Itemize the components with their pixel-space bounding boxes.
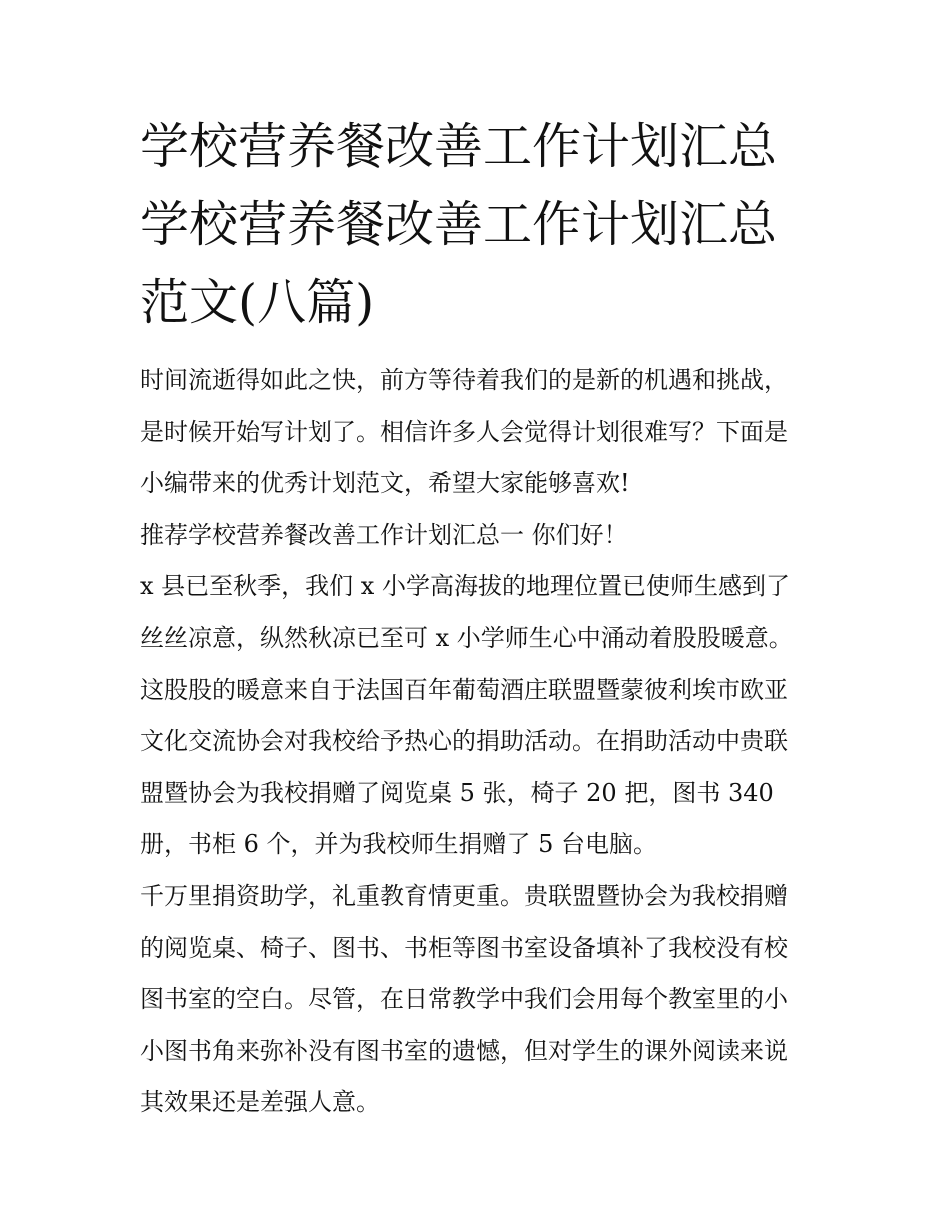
body-line: 文化交流协会对我校给予热心的捐助活动。在捐助活动中贵联 xyxy=(140,727,788,756)
title-line-2: 学校营养餐改善工作计划汇总 xyxy=(140,196,778,253)
title-line-3: 范文(八篇) xyxy=(140,274,375,331)
body-line: x 县已至秋季，我们 x 小学高海拔的地理位置已使师生感到了 xyxy=(140,572,790,601)
body-line: 小图书角来弥补没有图书室的遗憾，但对学生的课外阅读来说 xyxy=(140,1036,788,1065)
document-body xyxy=(140,355,830,1129)
body-line: 推荐学校营养餐改善工作计划汇总一 你们好！ xyxy=(140,520,628,549)
body-line: 这股股的暖意来自于法国百年葡萄酒庄联盟暨蒙彼利埃市欧亚 xyxy=(140,675,788,704)
body-line: 千万里捐资助学，礼重教育情更重。贵联盟暨协会为我校捐赠 xyxy=(140,881,788,910)
body-line: 图书室的空白。尽管，在日常教学中我们会用每个教室里的小 xyxy=(140,985,788,1014)
body-line: 时间流逝得如此之快，前方等待着我们的是新的机遇和挑战， xyxy=(140,366,788,394)
body-line: 册，书柜 6 个，并为我校师生捐赠了 5 台电脑。 xyxy=(140,830,658,859)
title-line-1: 学校营养餐改善工作计划汇总 xyxy=(140,118,778,175)
body-line: 盟暨协会为我校捐赠了阅览桌 5 张，椅子 20 把，图书 340 xyxy=(140,778,774,807)
body-line: 丝丝凉意，纵然秋凉已至可 x 小学师生心中涌动着股股暖意。 xyxy=(140,623,793,652)
body-line: 的阅览桌、椅子、图书、书柜等图书室设备填补了我校没有校 xyxy=(140,933,788,962)
document-title xyxy=(140,108,830,342)
body-line: 是时候开始写计划了。相信许多人会觉得计划很难写？下面是 xyxy=(140,417,788,446)
body-line: 其效果还是差强人意。 xyxy=(140,1088,380,1117)
body-line: 小编带来的优秀计划范文，希望大家能够喜欢! xyxy=(140,469,630,498)
